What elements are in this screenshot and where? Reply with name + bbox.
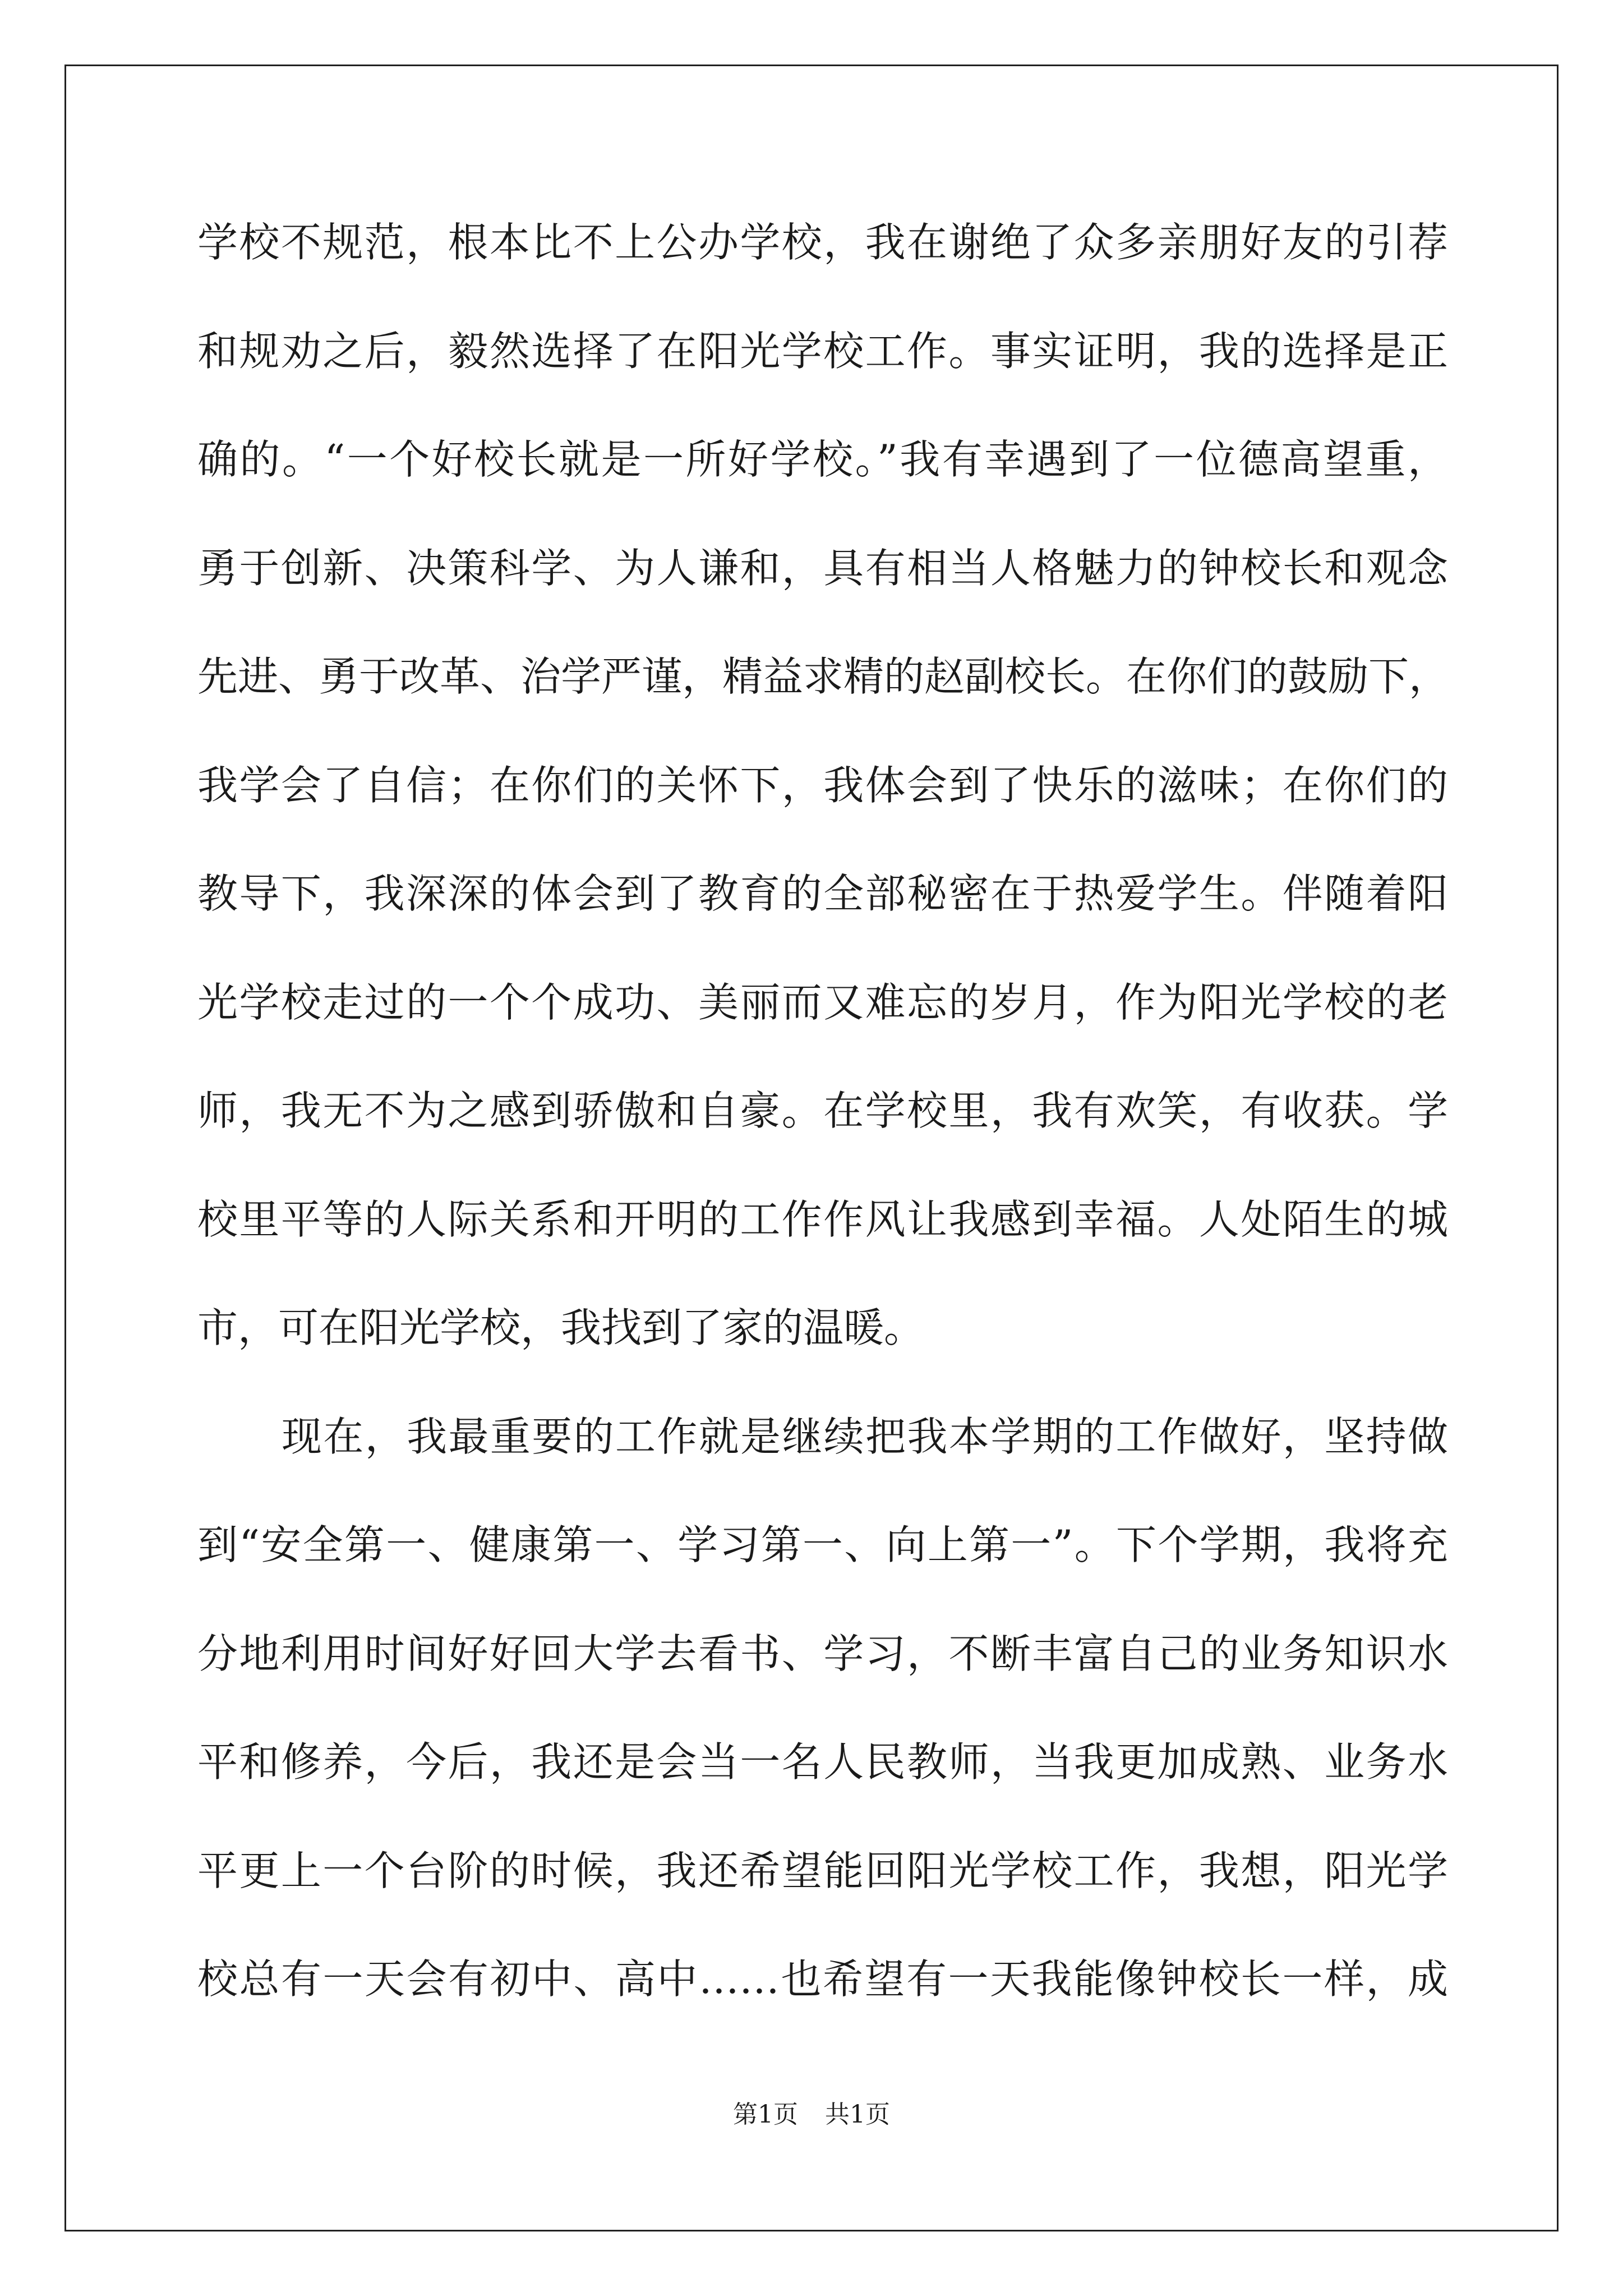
text-line: 我学会了自信；在你们的关怀下，我体会到了快乐的滋味；在你们的 <box>197 761 1448 809</box>
text-line: 教导下，我深深的体会到了教育的全部秘密在于热爱学生。伴随着阳 <box>197 870 1448 917</box>
document-body <box>197 213 1448 2059</box>
text-line: 分地利用时间好好回大学去看书、学习，不断丰富自己的业务知识水 <box>197 1630 1448 1677</box>
text-line: 市，可在阳光学校，我找到了家的温暖。 <box>197 1304 925 1351</box>
paragraph-1 <box>197 213 1448 1407</box>
paragraph-2 <box>197 1407 1448 2059</box>
text-line: 校里平等的人际关系和开明的工作作风让我感到幸福。人处陌生的城 <box>197 1195 1448 1243</box>
text-line: 光学校走过的一个个成功、美丽而又难忘的岁月，作为阳光学校的老 <box>197 978 1448 1026</box>
text-line: 平更上一个台阶的时候，我还希望能回阳光学校工作，我想，阳光学 <box>197 1847 1448 1894</box>
text-line: 到“安全第一、健康第一、学习第一、向上第一”。下个学期，我将充 <box>197 1521 1448 1568</box>
text-line: 校总有一天会有初中、高中……也希望有一天我能像钟校长一样，成 <box>197 1955 1448 2003</box>
text-line: 和规劝之后，毅然选择了在阳光学校工作。事实证明，我的选择是正 <box>197 327 1448 375</box>
page-footer <box>0 2098 1623 2132</box>
text-line: 现在，我最重要的工作就是继续把我本学期的工作做好，坚持做 <box>282 1412 1448 1460</box>
page-total: 共1页 <box>825 2100 890 2129</box>
text-line: 学校不规范，根本比不上公办学校，我在谢绝了众多亲朋好友的引荐 <box>197 219 1448 266</box>
text-line: 师，我无不为之感到骄傲和自豪。在学校里，我有欢笑，有收获。学 <box>197 1087 1448 1134</box>
page-number: 第1页 <box>733 2100 798 2129</box>
text-line: 确的。“一个好校长就是一所好学校。”我有幸遇到了一位德高望重， <box>197 436 1448 483</box>
text-line: 先进、勇于改革、治学严谨，精益求精的赵副校长。在你们的鼓励下， <box>197 653 1450 700</box>
text-line: 勇于创新、决策科学、为人谦和，具有相当人格魅力的钟校长和观念 <box>197 544 1448 592</box>
text-line: 平和修养，今后，我还是会当一名人民教师，当我更加成熟、业务水 <box>197 1738 1448 1786</box>
